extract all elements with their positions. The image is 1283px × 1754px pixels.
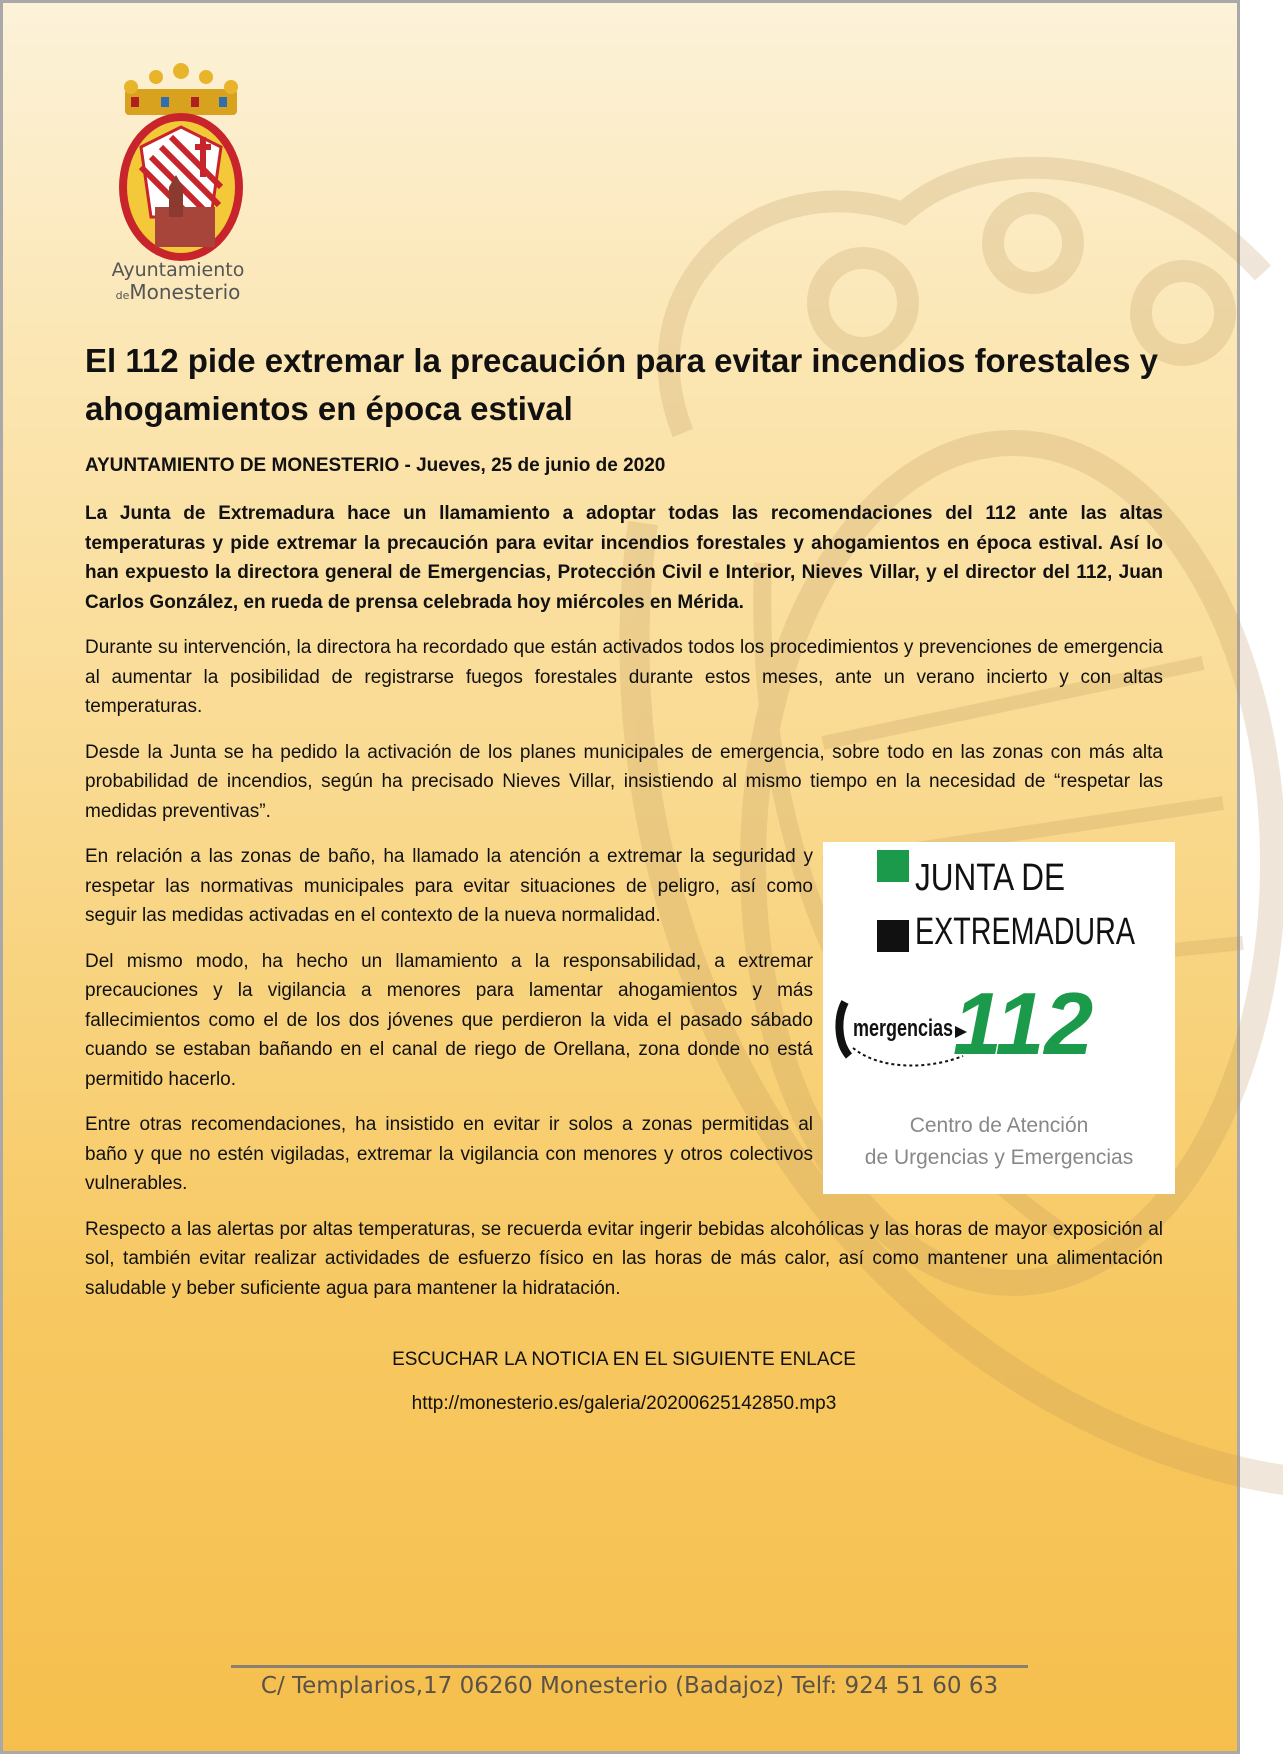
figure-caption-line1: Centro de Atención bbox=[909, 1114, 1089, 1137]
crest-caption-de: de bbox=[115, 289, 130, 302]
figure-caption-line2: de Urgencias y Emergencias bbox=[864, 1146, 1134, 1169]
footer-divider bbox=[231, 1665, 1028, 1668]
phone-cord-decoration bbox=[853, 1048, 963, 1066]
green-square-icon bbox=[877, 850, 909, 882]
audio-link[interactable]: http://monesterio.es/galeria/20200625142850.mp3 bbox=[411, 1393, 837, 1414]
article-dateline: AYUNTAMIENTO DE MONESTERIO - Jueves, 25 de junio de 2020 bbox=[85, 455, 666, 476]
article-lead: La Junta de Extremadura hace un llamamiento a adoptar todas las recomendaciones del 112 ante las altas temperaturas y pide extremar la precaución para evitar incendios forestales y ahogamientos en época estival. Así lo han expuesto la directora general de Emergencias, Protección Civil e Interior, Nieves Villar, y el director del 112, Juan Carlos González, en rueda de prensa celebrada hoy miércoles en Mérida. bbox=[85, 503, 1163, 613]
emergency-number: 112 bbox=[952, 974, 1094, 1073]
footer-address: C/ Templarios,17 06260 Monesterio (Badajoz) Telf: 924 51 60 63 bbox=[260, 1673, 999, 1699]
article-paragraph: Respecto a las alertas por altas temperaturas, se recuerda evitar ingerir bebidas alcohólicas y las horas de mayor exposición al sol, también evitar realizar actividades de esfuerzo físico en las horas de más calor, así como mantener una alimentación saludable y beber suficiente agua para mantener la hidratación. bbox=[85, 1218, 1163, 1299]
crest-caption-line1: Ayuntamiento bbox=[111, 259, 245, 281]
junta-line2: EXTREMADURA bbox=[915, 911, 1136, 953]
junta-line1: JUNTA DE bbox=[915, 857, 1065, 899]
article-paragraph: Entre otras recomendaciones, ha insistido en evitar ir solos a zonas permitidas al baño y que no estén vigiladas, extremar la vigilancia con menores y otros colectivos vulnerables. bbox=[85, 1114, 813, 1194]
article-paragraph: Desde la Junta se ha pedido la activación de los planes municipales de emergencia, sobre todo en las zonas con más alta probabilidad de incendios, según ha precisado Nieves Villar, insistiendo al mismo tiempo en la necesidad de “respetar las medidas preventivas”. bbox=[85, 741, 1163, 822]
article-paragraph: Del mismo modo, ha hecho un llamamiento a la responsabilidad, a extremar precauciones y la vigilancia a menores para lamentar ahogamientos y más fallecimientos como el de los dos jóvenes que perdieron la vida el pasado sábado cuando se estaban bañando en el canal de riego de Orellana, zona donde no está permitido hacerlo. bbox=[85, 950, 813, 1090]
listen-label: ESCUCHAR LA NOTICIA EN EL SIGUIENTE ENLACE bbox=[392, 1349, 856, 1370]
article-paragraph: En relación a las zonas de baño, ha llamado la atención a extremar la seguridad y respetar las normativas municipales para evitar situaciones de peligro, así como seguir las medidas activadas en el contexto de la nueva normalidad. bbox=[85, 846, 813, 926]
article-body bbox=[85, 337, 1163, 1417]
junta-112-logo-graphic bbox=[823, 842, 1175, 1194]
emergencias-wordmark: mergencias bbox=[853, 1015, 953, 1042]
crest-caption-line2: Monesterio bbox=[129, 280, 241, 304]
junta-112-logo-image bbox=[823, 842, 1175, 1194]
article-title: El 112 pide extremar la precaución para evitar incendios forestales y ahogamientos en época estival bbox=[85, 342, 1158, 427]
crest-caption bbox=[103, 259, 253, 307]
article-paragraph: Durante su intervención, la directora ha recordado que están activados todos los procedimientos y prevenciones de emergencia al aumentar la posibilidad de registrarse fuegos forestales durante estos meses, ante un verano incierto y con altas temperaturas. bbox=[85, 637, 1163, 717]
black-square-icon bbox=[877, 920, 909, 952]
phone-handset-icon bbox=[839, 1002, 849, 1056]
